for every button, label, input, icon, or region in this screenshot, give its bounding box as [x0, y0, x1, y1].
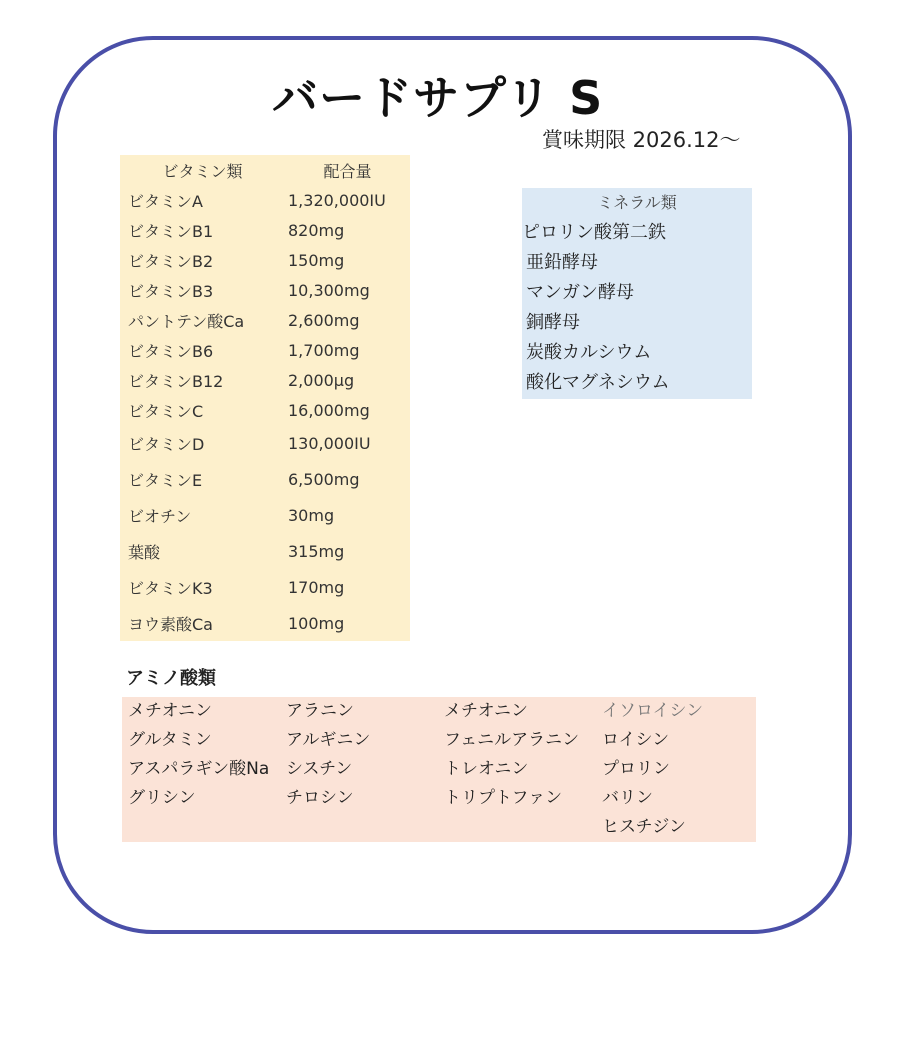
- vitamin-name: ビタミンB2: [128, 251, 214, 271]
- vitamin-name: 葉酸: [128, 542, 161, 562]
- vitamin-amount: 6,500mg: [288, 469, 360, 489]
- vitamin-row: [120, 335, 410, 365]
- amino-item: チロシン: [286, 788, 354, 808]
- vitamin-name: ビタミンA: [128, 191, 203, 211]
- vitamin-row: [120, 605, 410, 641]
- vitamin-table-header: [120, 155, 410, 185]
- amino-section-title: アミノ酸類: [126, 668, 216, 689]
- amino-item: アラニン: [286, 701, 354, 721]
- vitamin-row: [120, 425, 410, 461]
- vitamin-row: [120, 185, 410, 215]
- mineral-item: 炭酸カルシウム: [526, 342, 652, 363]
- vitamin-row: [120, 395, 410, 425]
- vitamin-amount: 315mg: [288, 541, 345, 561]
- vitamin-table: [120, 155, 410, 641]
- vitamin-amount: 100mg: [288, 613, 345, 633]
- vitamin-name: ビオチン: [128, 506, 192, 526]
- vitamin-row: [120, 533, 410, 569]
- vitamin-name: ビタミンB12: [128, 371, 224, 391]
- vitamin-amount: 150mg: [288, 250, 345, 270]
- vitamin-name: ビタミンB3: [128, 281, 214, 301]
- vitamin-name: パントテン酸Ca: [128, 311, 245, 331]
- amino-item: アスパラギン酸Na: [128, 759, 270, 779]
- vitamin-name: ビタミンB6: [128, 341, 214, 361]
- amino-item: グルタミン: [128, 730, 212, 750]
- amino-item: メチオニン: [128, 701, 212, 721]
- amino-table: [122, 697, 756, 842]
- mineral-table-header: ミネラル類: [597, 193, 677, 212]
- vitamin-name: ビタミンB1: [128, 221, 214, 241]
- mineral-item: ピロリン酸第二鉄: [522, 222, 666, 243]
- vitamin-amount: 16,000mg: [288, 400, 370, 420]
- vitamin-row: [120, 461, 410, 497]
- amino-item: グリシン: [128, 788, 196, 808]
- vitamin-amount: 1,320,000IU: [288, 190, 386, 210]
- mineral-table: [522, 188, 752, 399]
- vitamin-amount: 30mg: [288, 505, 335, 525]
- amino-item: メチオニン: [444, 701, 528, 721]
- vitamin-row: [120, 275, 410, 305]
- amino-item: フェニルアラニン: [444, 730, 580, 750]
- vitamin-row: [120, 215, 410, 245]
- amino-item: トリプトファン: [444, 788, 563, 808]
- mineral-item: 酸化マグネシウム: [526, 372, 670, 393]
- amino-column: [444, 697, 579, 813]
- vitamin-row: [120, 305, 410, 335]
- vitamin-row: [120, 245, 410, 275]
- amino-item: トレオニン: [444, 759, 529, 779]
- vitamin-name: ビタミンK3: [128, 578, 213, 598]
- vitamin-row: [120, 569, 410, 605]
- vitamin-amount: 170mg: [288, 577, 345, 597]
- amino-column: [128, 697, 269, 813]
- vitamin-name: ビタミンD: [128, 434, 205, 454]
- vitamin-row: [120, 497, 410, 533]
- vitamin-amount: 1,700mg: [288, 340, 360, 360]
- vitamin-header-amount: 配合量: [323, 161, 372, 181]
- vitamin-header-name: ビタミン類: [162, 161, 243, 181]
- vitamin-amount: 820mg: [288, 220, 345, 240]
- mineral-item: 亜鉛酵母: [526, 252, 598, 273]
- amino-item: バリン: [602, 788, 653, 808]
- vitamin-row: [120, 365, 410, 395]
- vitamin-name: ビタミンC: [128, 401, 204, 421]
- vitamin-name: ビタミンE: [128, 470, 203, 490]
- amino-item: プロリン: [602, 759, 670, 779]
- mineral-item: 銅酵母: [526, 312, 580, 333]
- page-title: バードサプリ S: [272, 71, 604, 125]
- amino-item: ロイシン: [602, 730, 670, 750]
- vitamin-amount: 2,600mg: [288, 310, 360, 330]
- amino-item: シスチン: [286, 759, 353, 779]
- amino-item: イソロイシン: [602, 701, 704, 721]
- expiry-date: 賞味期限 2026.12～: [542, 128, 741, 152]
- vitamin-amount: 130,000IU: [288, 433, 371, 453]
- amino-column: [286, 697, 370, 813]
- vitamin-name: ヨウ素酸Ca: [128, 614, 213, 634]
- vitamin-amount: 10,300mg: [288, 280, 370, 300]
- amino-item: アルギニン: [286, 730, 371, 750]
- mineral-item: マンガン酵母: [526, 282, 634, 303]
- vitamin-amount: 2,000μg: [288, 370, 355, 390]
- amino-item: ヒスチジン: [602, 817, 686, 837]
- amino-column: [602, 697, 703, 842]
